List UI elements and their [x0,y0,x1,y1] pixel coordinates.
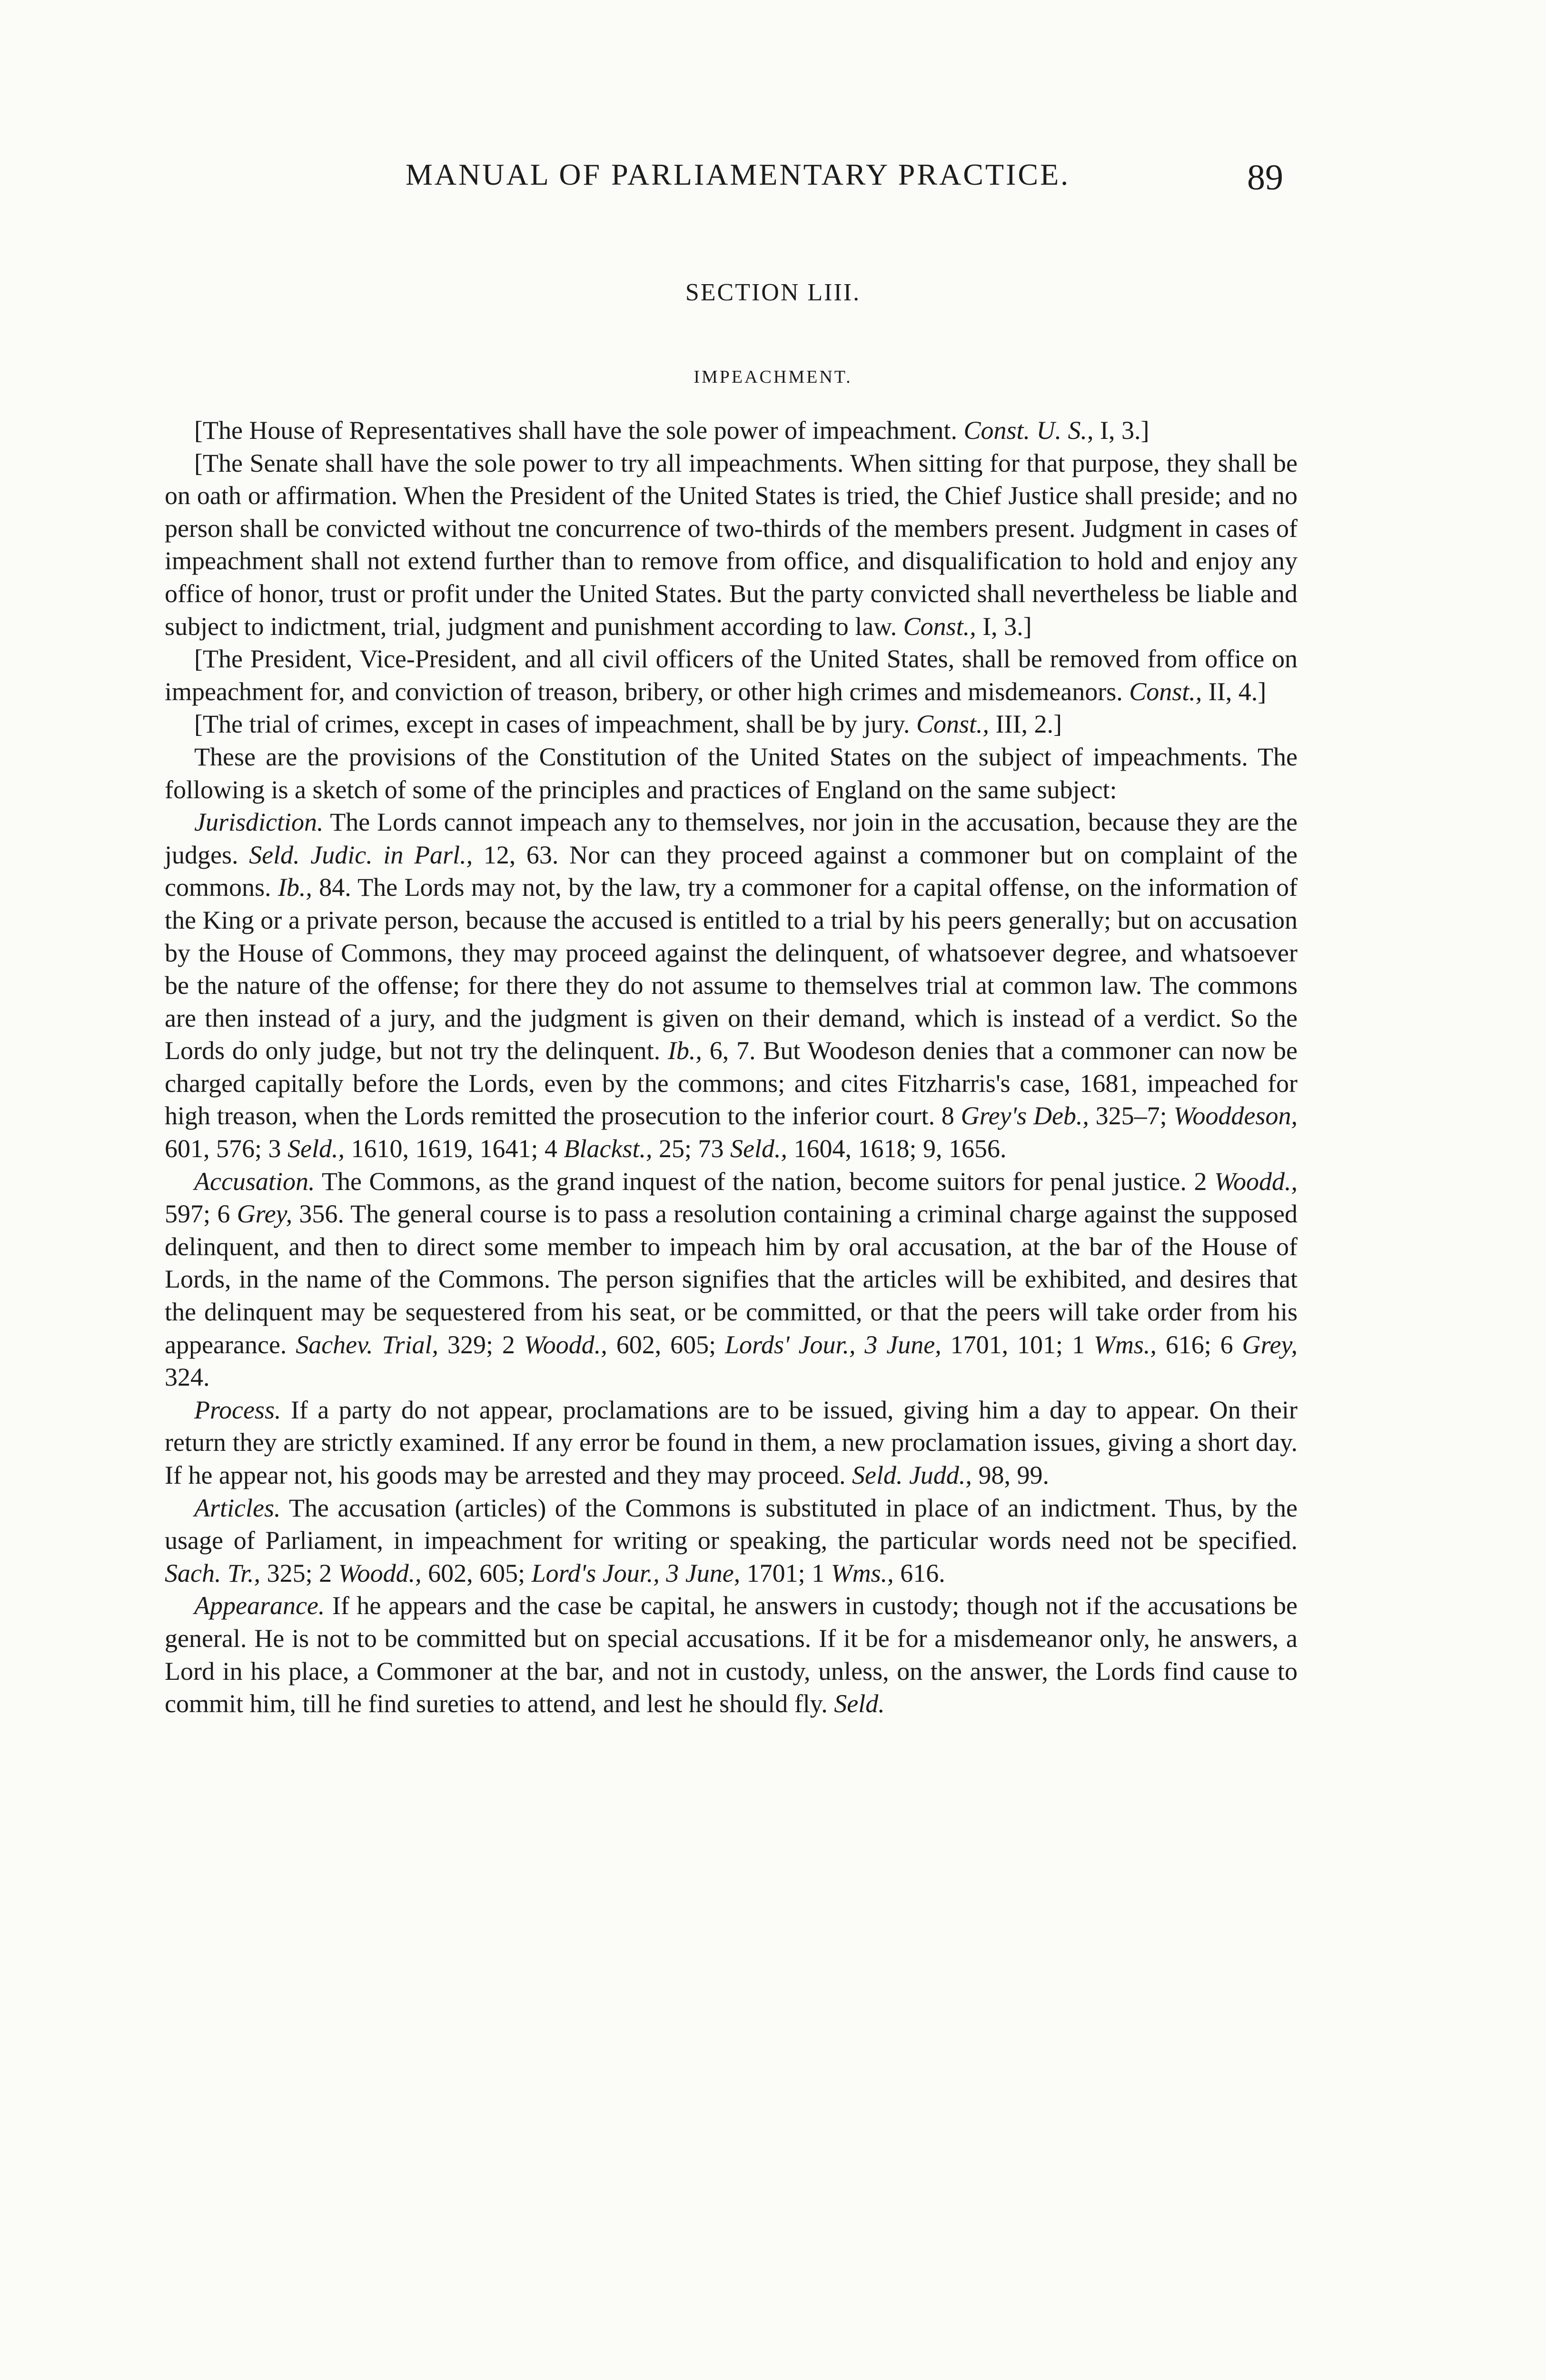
paragraph [165,708,1298,741]
paragraph [165,1165,1298,1394]
section-subtitle: IMPEACHMENT. [694,367,852,387]
text-run: 602, 605; [607,1330,725,1359]
text-run: 602, 605; [421,1558,532,1587]
citation-text: Lords' Jour., [725,1330,856,1359]
citation-text: Const., [903,612,976,641]
citation-text: Seld. [834,1689,885,1718]
text-run: The Lords cannot impeach any to themselves, nor join in the accusation, because they are the judges. [165,808,1298,869]
citation-text: Process. [194,1395,281,1424]
text-run: 84. The Lords may not, by the law, try a commoner for a capital offense, on the information of the King or a private person, because the accused is entitled to a trial by his peers generally; but on accusation by the House of Commons, they may proceed against the delinquent, of whatsoever degree, and whatsoever be the nature of the offense; for there they do not assume to themselves trial at common law. The commons are then instead of a jury, and the judgment is given on their demand, which is instead of a verdict. So the Lords do only judge, but not try the delinquent. [165,873,1298,1065]
text-run: 324. [165,1363,210,1392]
citation-text: Seld., [287,1134,345,1163]
text-run: These are the provisions of the Constitution of the United States on the subject of impeachments. The following is a sketch of some of the principles and practices of England on the same subject: [165,742,1298,804]
citation-text: Jurisdiction. [194,808,324,837]
text-run: 616; 6 [1156,1330,1242,1359]
citation-text: Woodd., [338,1558,422,1587]
citation-text: Seld. Judd., [852,1461,972,1489]
citation-text: Grey's Deb., [961,1101,1089,1130]
text-run: 329; 2 [438,1330,524,1359]
running-title: MANUAL OF PARLIAMENTARY PRACTICE. [405,158,1070,191]
citation-text: Sachev. Trial, [296,1330,439,1359]
text-run: 1701, 101; 1 [941,1330,1094,1359]
citation-text: Articles. [194,1493,281,1522]
text-run: If a party do not appear, proclamations are to be issued, giving him a day to appear. On their return they are strictly examined. If any error be found in them, a new proclamation issues, giving a short day. If he appear not, his goods may be arrested and they may proceed. [165,1395,1298,1489]
citation-text: Ib., [277,873,312,902]
paragraph [165,1394,1298,1492]
citation-text: Lord's Jour., [531,1558,660,1587]
paragraph [165,1492,1298,1590]
text-run: III, 2.] [989,710,1062,739]
text-run: 616. [893,1558,945,1587]
paragraph [165,741,1298,806]
text-run: 6, 7. But Woodeson denies that a commoner can now be charged capitally before the Lords, even by the commons; and cites Fitzharris's case, 1681, impeached for high treason, when the Lords remitted the prosecution to the inferior court. 8 [165,1036,1298,1130]
paragraph [165,806,1298,1165]
citation-text: Seld., [730,1134,787,1163]
citation-text: Wooddeson, [1173,1101,1298,1130]
text-run: The Commons, as the grand inquest of the nation, become suitors for penal justice. 2 [315,1167,1214,1196]
text-run [856,1330,865,1359]
text-run: [The President, Vice-President, and all civil officers of the United States, shall be removed from office on impeachment for, and conviction of treason, bribery, or other high crimes and misdemeanors. [165,645,1298,706]
citation-text: 3 June, [666,1558,741,1587]
text-run: 1610, 1619, 1641; 4 [345,1134,564,1163]
section-title: SECTION LIII. [685,279,861,306]
text-run: [The trial of crimes, except in cases of impeachment, shall be by jury. [194,710,916,739]
citation-text: Woodd., [1214,1167,1298,1196]
paragraph [165,643,1298,708]
text-run: 597; 6 [165,1200,237,1229]
citation-text: Const., [916,710,990,739]
text-run: 356. The general course is to pass a resolution containing a criminal charge against the supposed delinquent, and then to direct some member to impeach him by oral accusation, at the bar of the House of Lords, in the name of the Commons. The person signifies that the articles will be exhibited, and desires that the delinquent may be sequestered from his seat, or be committed, or that the peers will take order from his appearance. [165,1200,1298,1359]
text-run: 12, 63. Nor can they proceed against a commoner but on complaint of the commons. [165,840,1298,902]
text-run: I, 3.] [976,612,1032,641]
citation-text: Grey, [237,1200,293,1229]
paragraph [165,414,1298,447]
text-run: , I, 3.] [1087,416,1150,445]
body-text [165,414,1298,1720]
text-run: 1701; 1 [740,1558,831,1587]
citation-text: Accusation. [194,1167,315,1196]
citation-text: Wms., [1093,1330,1157,1359]
citation-text: Const. U. S. [963,416,1088,445]
text-run: [The House of Representatives shall have the sole power of impeachment. [194,416,964,445]
text-run: II, 4.] [1202,677,1267,706]
citation-text: Woodd., [524,1330,607,1359]
text-run: [The Senate shall have the sole power to try all impeachments. When sitting for that purpose, they shall be on oath or affirmation. When the President of the United States is tried, the Chief Justice shall preside; and no person shall be convicted without tne concurrence of two-thirds of the members present. Judgment in cases of impeachment shall not extend further than to remove from office, and disqualification to hold and enjoy any office of honor, trust or profit under the United States. But the party convicted shall nevertheless be liable and subject to indictment, trial, judgment and punishment according to law. [165,448,1298,641]
paragraph [165,447,1298,643]
text-run: 25; 73 [652,1134,730,1163]
text-run: 325; 2 [260,1558,338,1587]
citation-text: 3 June, [864,1330,941,1359]
page-number: 89 [1247,158,1283,198]
text-run: 98, 99. [971,1461,1049,1489]
text-run: If he appears and the case be capital, he answers in custody; though not if the accusations be general. He is not to be committed but on special accusations. If it be for a misdemeanor only, he answers, a Lord in his place, a Commoner at the bar, and not in custody, unless, on the answer, the Lords find cause to commit him, till he find sureties to attend, and lest he should fly. [165,1591,1298,1718]
citation-text: Blackst., [564,1134,653,1163]
citation-text: Ib., [667,1036,702,1065]
citation-text: Seld. Judic. in Parl., [249,840,473,869]
text-run [660,1559,666,1587]
paragraph [165,1589,1298,1720]
citation-text: Const., [1129,677,1202,706]
citation-text: Wms., [831,1558,894,1587]
text-run: 601, 576; 3 [165,1134,288,1163]
text-run: 325–7; [1089,1101,1174,1130]
text-run: The accusation (articles) of the Commons is substituted in place of an indictment. Thus, by the usage of Parliament, in impeachment for writing or speaking, the particular words need not be specified. [165,1493,1298,1555]
citation-text: Sach. Tr., [165,1558,261,1587]
citation-text: Grey, [1242,1330,1298,1359]
text-run: 1604, 1618; 9, 1656. [787,1134,1007,1163]
citation-text: Appearance. [194,1591,325,1620]
